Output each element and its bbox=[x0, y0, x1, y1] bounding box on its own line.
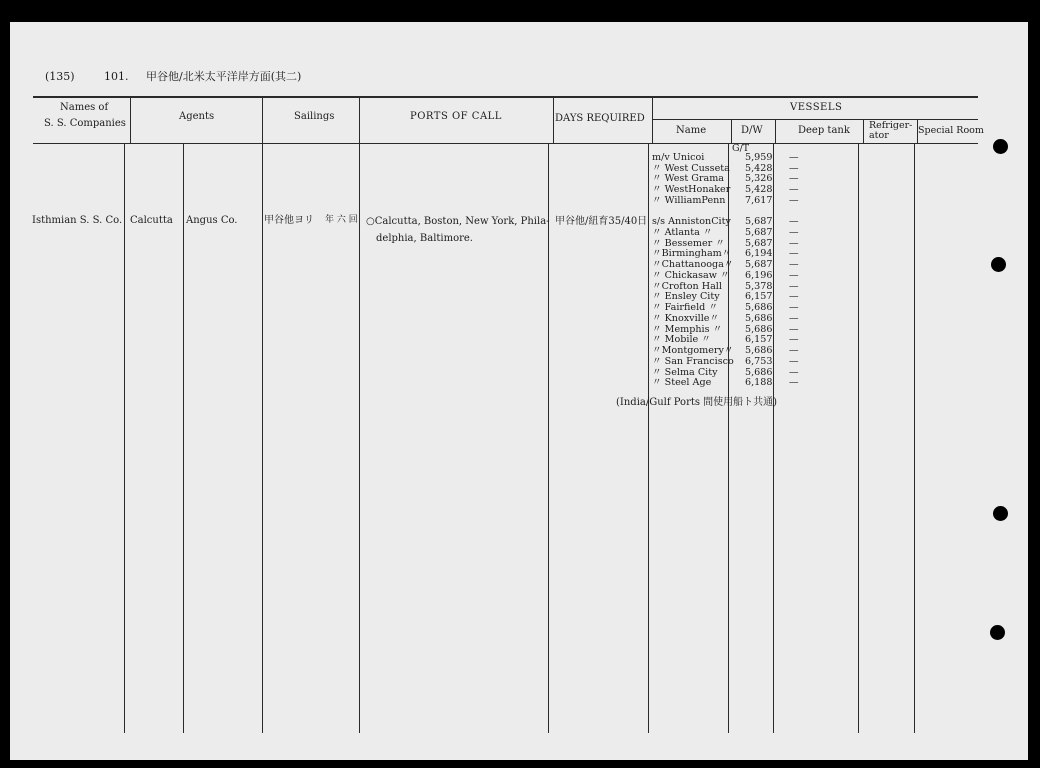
vessel-name: 〃Birmingham〃 bbox=[652, 248, 732, 260]
vessel-dw: 5,686 bbox=[745, 345, 773, 356]
column-divider bbox=[262, 97, 263, 733]
column-divider bbox=[863, 120, 864, 143]
vessel-dw: 5,686 bbox=[745, 323, 773, 335]
column-divider bbox=[731, 120, 732, 143]
vessel-dw: 5,959 bbox=[745, 152, 773, 163]
vessel-name: s/s AnnistonCity bbox=[652, 216, 731, 227]
header-dw: D/W bbox=[741, 125, 763, 136]
vessel-name: 〃Crofton Hall bbox=[652, 280, 722, 292]
ports-of-call-line1: ○Calcutta, Boston, New York, Phila- bbox=[366, 216, 550, 227]
punch-hole bbox=[993, 139, 1008, 154]
vessel-dw: 6,194 bbox=[745, 248, 773, 260]
vessel-deep-tank: — bbox=[789, 355, 799, 367]
vessel-deep-tank: — bbox=[789, 216, 799, 227]
vessel-deep-tank: — bbox=[789, 345, 799, 356]
days-required-value: 甲谷他/紐育35/40日 bbox=[555, 216, 648, 227]
route-number: 101. bbox=[104, 70, 129, 83]
column-divider bbox=[359, 97, 360, 733]
company-name: Isthmian S. S. Co. bbox=[32, 215, 123, 226]
vessels-footnote: (India/Gulf Ports 間使用船ト共通) bbox=[616, 397, 778, 408]
vessel-name: 〃 Chickasaw 〃 bbox=[652, 269, 730, 281]
vessel-dw: 5,686 bbox=[745, 366, 773, 378]
vessel-name: 〃 Knoxville〃 bbox=[652, 312, 720, 324]
vessel-row bbox=[652, 357, 982, 368]
header-agents: Agents bbox=[179, 111, 215, 122]
vessel-deep-tank: — bbox=[789, 184, 799, 196]
vessel-dw: 5,428 bbox=[745, 184, 773, 196]
agent-name: Angus Co. bbox=[186, 215, 238, 226]
vessel-dw: 5,687 bbox=[745, 216, 773, 227]
vessel-deep-tank: — bbox=[789, 152, 799, 163]
vessel-row bbox=[652, 228, 982, 239]
column-divider bbox=[648, 143, 649, 733]
header-names-line2: S. S. Companies bbox=[44, 118, 126, 129]
column-divider bbox=[130, 97, 131, 143]
punch-hole bbox=[991, 257, 1006, 272]
vessel-dw: 6,196 bbox=[745, 269, 773, 281]
table-top-rule bbox=[33, 96, 978, 98]
vessel-name: 〃 Atlanta 〃 bbox=[652, 226, 713, 238]
column-divider bbox=[553, 97, 554, 143]
header-days-required: DAYS REQUIRED bbox=[555, 113, 645, 124]
vessel-dw: 5,687 bbox=[745, 226, 773, 238]
vessel-deep-tank: — bbox=[789, 323, 799, 335]
vessel-deep-tank: — bbox=[789, 194, 799, 206]
vessel-deep-tank: — bbox=[789, 226, 799, 238]
vessel-deep-tank: — bbox=[789, 366, 799, 378]
vessel-name: 〃 San Francisco bbox=[652, 355, 734, 367]
vessel-dw: 6,753 bbox=[745, 355, 773, 367]
vessel-deep-tank: — bbox=[789, 291, 799, 303]
vessels-subheader-rule bbox=[653, 119, 978, 120]
vessel-deep-tank: — bbox=[789, 269, 799, 281]
column-divider bbox=[652, 97, 653, 143]
vessel-dw: 5,378 bbox=[745, 280, 773, 292]
vessel-name: 〃 Steel Age bbox=[652, 377, 712, 389]
header-refrigerator-line1: Refriger- bbox=[869, 120, 913, 131]
header-sailings: Sailings bbox=[294, 111, 335, 122]
vessel-name: 〃 West Cusseta bbox=[652, 162, 730, 174]
vessel-row bbox=[652, 378, 982, 389]
vessel-deep-tank: — bbox=[789, 248, 799, 260]
header-names-line1: Names of bbox=[60, 102, 109, 113]
vessel-deep-tank: — bbox=[789, 312, 799, 324]
agent-port: Calcutta bbox=[130, 215, 173, 226]
vessel-dw: 6,188 bbox=[745, 377, 773, 389]
vessel-dw: 6,157 bbox=[745, 334, 773, 346]
punch-hole bbox=[990, 625, 1005, 640]
vessel-row bbox=[652, 271, 982, 282]
vessel-deep-tank: — bbox=[789, 280, 799, 292]
ports-of-call-line2: delphia, Baltimore. bbox=[376, 233, 473, 244]
header-bottom-rule bbox=[33, 143, 978, 144]
vessel-dw: 5,687 bbox=[745, 237, 773, 249]
header-special-room: Special Room bbox=[918, 125, 984, 136]
vessel-name: 〃 Ensley City bbox=[652, 291, 720, 303]
vessel-name: 〃Chattanooga〃 bbox=[652, 259, 734, 270]
vessel-row bbox=[652, 196, 982, 207]
page-number: (135) bbox=[45, 70, 75, 83]
sailings-origin: 甲谷他ヨリ bbox=[264, 215, 314, 226]
sailings-frequency: 年 六 回 bbox=[325, 215, 358, 225]
vessel-dw: 5,428 bbox=[745, 162, 773, 174]
vessel-dw: 7,617 bbox=[745, 194, 773, 206]
vessel-deep-tank: — bbox=[789, 173, 799, 185]
vessel-dw: 5,686 bbox=[745, 302, 773, 313]
vessel-name: 〃 Bessemer 〃 bbox=[652, 237, 725, 249]
vessel-name: 〃 WilliamPenn bbox=[652, 194, 726, 206]
vessel-dw: 6,157 bbox=[745, 291, 773, 303]
vessel-deep-tank: — bbox=[789, 162, 799, 174]
vessel-deep-tank: — bbox=[789, 259, 799, 270]
vessel-name: 〃 Selma City bbox=[652, 366, 718, 378]
gt-label: G/T bbox=[732, 143, 750, 154]
vessel-name: m/v Unicoi bbox=[652, 152, 705, 163]
vessel-name: 〃Montgomery〃 bbox=[652, 345, 734, 356]
header-vessels: VESSELS bbox=[790, 102, 843, 113]
vessel-name: 〃 Fairfield 〃 bbox=[652, 302, 718, 313]
vessel-name: 〃 West Grama bbox=[652, 173, 725, 185]
column-divider bbox=[775, 120, 776, 143]
vessel-dw: 5,687 bbox=[745, 259, 773, 270]
header-refrigerator-line2: ator bbox=[869, 130, 889, 141]
vessel-deep-tank: — bbox=[789, 302, 799, 313]
header-ports-of-call: PORTS OF CALL bbox=[410, 111, 502, 122]
column-divider bbox=[124, 143, 125, 733]
header-name: Name bbox=[676, 125, 707, 136]
vessel-deep-tank: — bbox=[789, 237, 799, 249]
header-deep-tank: Deep tank bbox=[798, 125, 850, 136]
vessel-deep-tank: — bbox=[789, 334, 799, 346]
vessel-name: 〃 Memphis 〃 bbox=[652, 323, 723, 335]
column-divider bbox=[183, 143, 184, 733]
vessel-dw: 5,326 bbox=[745, 173, 773, 185]
route-title: 甲谷他/北米太平洋岸方面(其二) bbox=[146, 70, 302, 83]
column-divider bbox=[548, 143, 549, 733]
punch-hole bbox=[993, 506, 1008, 521]
vessel-row bbox=[652, 314, 982, 325]
vessel-name: 〃 WestHonaker bbox=[652, 184, 731, 196]
vessel-name: 〃 Mobile 〃 bbox=[652, 334, 711, 346]
vessel-deep-tank: — bbox=[789, 377, 799, 389]
vessel-dw: 5,686 bbox=[745, 312, 773, 324]
